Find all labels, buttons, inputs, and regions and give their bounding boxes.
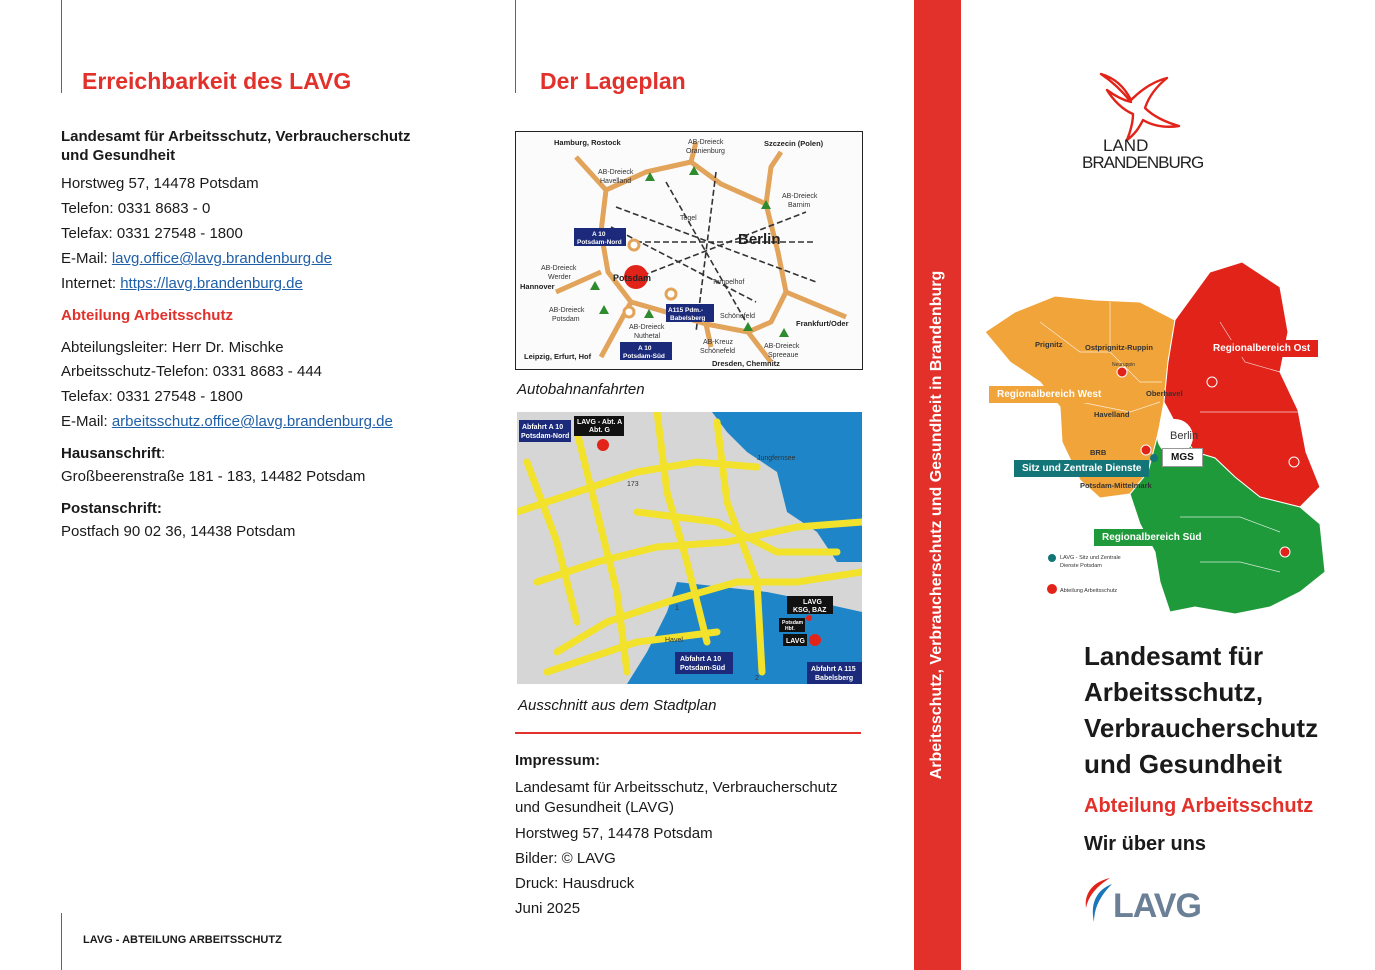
exit-potsdam-sued-marker (624, 307, 634, 317)
dept-email-link[interactable]: arbeitsschutz.office@lavg.brandenburg.de (111, 413, 393, 430)
label-tempelhof: Tempelhof (712, 279, 745, 286)
label-leipzig: Leipzig, Erfurt, Hof (524, 352, 592, 361)
legend-sitz-dot (1048, 554, 1056, 562)
label-szczecin: Szczecin (Polen) (764, 139, 824, 148)
main-title-line1: Landesamt für (1084, 641, 1264, 671)
region-map (980, 262, 1340, 622)
label-hamburg: Hamburg, Rostock (554, 138, 621, 147)
dept-fax: Telefax: 0331 27548 - 1800 (61, 388, 243, 405)
city-map (517, 412, 862, 684)
label-nuthetal-1: AB-Dreieck (629, 324, 665, 331)
dept-heading: Abteilung Arbeitsschutz (61, 307, 233, 324)
middle-accent-line (515, 0, 516, 93)
legend-abteilung: Abteilung Arbeitsschutz (1060, 588, 1118, 594)
map2-havel: Havel (665, 637, 683, 644)
abteilung-marker-2 (1141, 445, 1151, 455)
label-a10-nord-1: A 10 (592, 231, 606, 238)
label-nuthetal-2: Nuthetal (634, 333, 661, 340)
main-title (1084, 638, 1318, 782)
logo-land: LAND (1103, 136, 1149, 155)
house-label-row (61, 445, 165, 462)
dept-email-row (61, 413, 393, 430)
post-address: Postfach 90 02 36, 14438 Potsdam (61, 523, 296, 540)
map2-hbf-1: Potsdam (782, 620, 804, 626)
map2-lavg-marker (809, 634, 821, 646)
impressum-divider (515, 732, 861, 734)
impressum-print: Druck: Hausdruck (515, 875, 635, 892)
label-schoenefeld: Schönefeld (720, 313, 756, 320)
org-name-line1: Landesamt für Arbeitsschutz, Verbraucherschutz (61, 128, 411, 145)
legend-sitz-line2: Dienste Potsdam (1060, 563, 1102, 569)
map2-abf-sued-1: Abfahrt A 10 (680, 656, 722, 663)
junction-schoenefeld-marker (743, 322, 753, 331)
map2-ksg-1: LAVG (803, 599, 822, 606)
label-havelland-1: AB-Dreieck (598, 169, 634, 176)
email-label: E-Mail: (61, 250, 112, 267)
map2-lavg-a-2: Abt. G (589, 427, 610, 434)
caption-motorway-map: Autobahnanfahrten (517, 381, 645, 398)
road-frankfurt (786, 292, 846, 317)
map2-lavg: LAVG (786, 638, 805, 645)
email-link[interactable]: lavg.office@lavg.brandenburg.de (111, 250, 332, 267)
label-tegel: Tegel (680, 215, 697, 222)
label-potsdam: Potsdam (613, 273, 652, 283)
map2-jungfernsee: Jungfernsee (757, 455, 796, 462)
post-label: Postanschrift: (61, 500, 162, 517)
internet-link[interactable]: https://lavg.brandenburg.de (120, 275, 303, 292)
exit-potsdam-nord-marker (629, 240, 639, 250)
map2-hbf-2: Hbf. (785, 626, 795, 632)
legend-abteilung-dot (1047, 584, 1057, 594)
sitz-marker (1150, 454, 1158, 462)
abteilung-marker-5 (1280, 547, 1290, 557)
abteilung-marker-3 (1207, 377, 1217, 387)
footer-text: LAVG - ABTEILUNG ARBEITSSCHUTZ (83, 934, 282, 946)
label-spreeaue-2: Spreeaue (768, 352, 799, 359)
org-name-line2: und Gesundheit (61, 147, 176, 164)
label-werder-2: Werder (548, 274, 571, 281)
junction-potsdam-marker (599, 305, 609, 314)
exit-babelsberg-marker (666, 289, 676, 299)
label-a115-1: A115 Pdm.- (668, 307, 704, 314)
lavg-logo-text: LAVG (1113, 887, 1201, 925)
abteilung-marker-4 (1289, 457, 1299, 467)
label-a10-nord-2: Potsdam-Nord (577, 239, 622, 246)
impressum-address: Horstweg 57, 14478 Potsdam (515, 825, 713, 842)
dept-email-label: E-Mail: (61, 413, 112, 430)
main-title-line3: Verbraucherschutz (1084, 713, 1319, 743)
dept-phone: Arbeitsschutz-Telefon: 0331 8683 - 444 (61, 363, 322, 380)
map2-abf-nord-1: Abfahrt A 10 (522, 424, 564, 431)
tag-regionalbereich-sued: Regionalbereich Süd (1094, 529, 1209, 546)
map2-173: 173 (627, 481, 639, 488)
label-hannover: Hannover (520, 282, 555, 291)
footer-accent-line (61, 913, 62, 970)
label-havelland: Havelland (1094, 410, 1130, 419)
label-brb: BRB (1090, 448, 1107, 457)
subtitle: Abteilung Arbeitsschutz (1084, 795, 1314, 817)
map2-2: 2 (755, 675, 759, 682)
map2-a115-1: Abfahrt A 115 (811, 666, 856, 673)
internet-label: Internet: (61, 275, 121, 292)
street-7 (527, 462, 577, 622)
road-szczecin (766, 152, 781, 204)
label-oranienburg-1: AB-Dreieck (688, 139, 724, 146)
label-oberhavel: Oberhavel (1146, 389, 1183, 398)
label-a10-sued-2: Potsdam-Süd (623, 353, 665, 360)
label-spreeaue-1: AB-Dreieck (764, 343, 800, 350)
label-a115-2: Babelsberg (670, 315, 706, 322)
impressum-images: Bilder: © LAVG (515, 850, 616, 867)
rail-line-6 (611, 227, 756, 302)
org-internet-row (61, 275, 303, 292)
label-werder-1: AB-Dreieck (541, 265, 577, 272)
impressum-label: Impressum: (515, 752, 601, 769)
tagline: Wir über uns (1084, 833, 1207, 855)
label-kreuz-1: AB-Kreuz (703, 339, 733, 346)
tag-regionalbereich-ost: Regionalbereich Ost (1205, 340, 1318, 357)
left-heading: Erreichbarkeit des LAVG (82, 68, 352, 94)
main-title-line4: und Gesundheit (1084, 749, 1282, 779)
map2-abf-nord-2: Potsdam-Nord (521, 433, 570, 440)
logo-brandenburg: BRANDENBURG (1082, 153, 1204, 172)
dept-head: Abteilungsleiter: Herr Dr. Mischke (61, 339, 284, 356)
label-barnim-2: Barnim (788, 202, 811, 209)
junction-werder-marker (590, 281, 600, 290)
org-phone: Telefon: 0331 8683 - 0 (61, 200, 211, 217)
label-dpotsdam-1: AB-Dreieck (549, 307, 585, 314)
label-frankfurt: Frankfurt/Oder (796, 319, 849, 328)
org-email-row (61, 250, 332, 267)
house-label: Hausanschrift (61, 445, 162, 462)
map2-lavg-a-1: LAVG - Abt. A (577, 419, 623, 426)
label-neuruppin: Neuruppin (1112, 362, 1136, 368)
label-prignitz: Prignitz (1035, 340, 1063, 349)
impressum-line2: und Gesundheit (LAVG) (515, 799, 674, 816)
caption-city-map: Ausschnitt aus dem Stadtplan (518, 697, 717, 714)
house-colon: : (161, 445, 166, 462)
label-havelland-2: Havelland (600, 178, 632, 185)
label-dpotsdam-2: Potsdam (552, 316, 580, 323)
main-title-line2: Arbeitsschutz, (1084, 677, 1264, 707)
abteilung-marker-1 (1117, 367, 1127, 377)
tag-sitz-zentrale-dienste: Sitz und Zentrale Dienste (1014, 460, 1149, 477)
motorway-map (515, 131, 863, 370)
label-ostprignitz: Ostprignitz-Ruppin (1085, 343, 1153, 352)
org-address: Horstweg 57, 14478 Potsdam (61, 175, 259, 192)
legend-sitz-line1: LAVG - Sitz und Zentrale (1060, 555, 1121, 561)
vertical-band-text: Arbeitsschutz, Verbraucherschutz und Gesundheit in Brandenburg (928, 270, 945, 780)
label-dresden: Dresden, Chemnitz (712, 359, 780, 368)
label-a10-sued-1: A 10 (638, 345, 652, 352)
middle-heading: Der Lageplan (540, 68, 686, 94)
org-fax: Telefax: 0331 27548 - 1800 (61, 225, 243, 242)
label-oranienburg-2: Oranienburg (686, 148, 725, 155)
tag-mgs: MGS (1162, 448, 1203, 467)
swoosh-blue (1093, 884, 1112, 922)
label-berlin: Berlin (738, 231, 781, 248)
impressum-date: Juni 2025 (515, 900, 581, 917)
map2-ksg-marker (806, 615, 812, 621)
junction-spreeaue-marker (779, 328, 789, 337)
eagle-wing-upper (1101, 74, 1179, 140)
label-kreuz-2: Schönefeld (700, 348, 736, 355)
house-address: Großbeerenstraße 181 - 183, 14482 Potsdam (61, 468, 366, 485)
left-accent-line (61, 0, 62, 93)
label-pm: Potsdam-Mittelmark (1080, 481, 1152, 490)
map2-lavg-a-marker (597, 439, 609, 451)
map2-abf-sued-2: Potsdam-Süd (680, 665, 726, 672)
map2-a115-2: Babelsberg (815, 675, 854, 682)
label-berlin-city: Berlin (1170, 430, 1199, 442)
map2-1: 1 (675, 605, 679, 612)
impressum-line1: Landesamt für Arbeitsschutz, Verbraucherschutz (515, 779, 838, 796)
map2-ksg-2: KSG, BAZ (793, 607, 827, 614)
label-barnim-1: AB-Dreieck (782, 193, 818, 200)
tag-regionalbereich-west: Regionalbereich West (989, 386, 1109, 403)
